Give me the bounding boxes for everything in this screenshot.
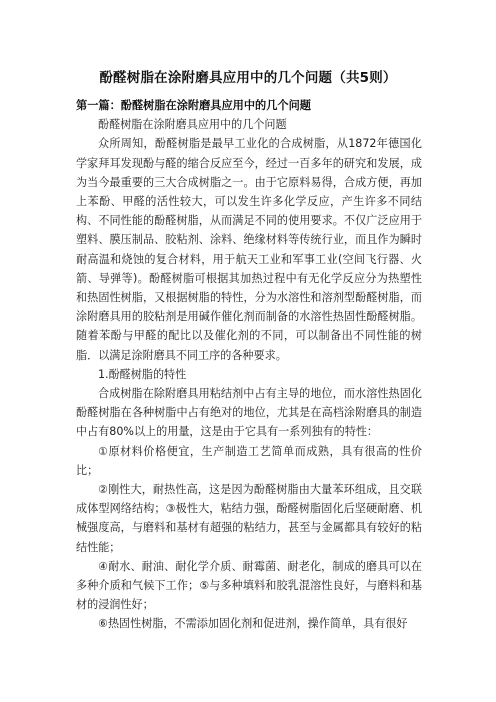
document-body <box>76 96 422 634</box>
paragraph-properties: 合成树脂在除附磨具用粘结剂中占有主导的地位，而水溶性热固化酚醛树脂在各种树脂中占有绝对的地位，尤其是在高档涂附磨具的制造中占有80%以上的用量，这是由于它具有一系列独有的特性： <box>76 387 422 439</box>
paragraph-intro: 众所周知，酚醛树脂是最早工业化的合成树脂，从1872年德国化学家拜耳发现酚与醛的缩合反应至今，经过一百多年的研究和发展，成为当今最重要的三大合成树脂之一。由于它原料易得，合成方便，再加上苯酚、甲醛的活性较大，可以发生许多化学反应，产生许多不同结构、不同性能的酚醛树脂，从而满足不同的使用要求。不仅广泛应用于塑料、膜压制品、胶粘剂、涂料、绝缘材料等传统行业，而且作为瞬时耐高温和烧蚀的复合材料，用于航天工业和军事工业(空间飞行器、火箭、导弹等)。酚醛树脂可根据其加热过程中有无化学反应分为热塑性和热固性树脂，又根据树脂的特性，分为水溶性和溶剂型酚醛树脂，而涂附磨具用的胶粘剂是用碱作催化剂而制备的水溶性热固性酚醛树脂。随着苯酚与甲醛的配比以及催化剂的不同，可以制备出不同性能的树脂．以满足涂附磨具不同工序的各种要求。 <box>76 137 422 362</box>
paragraph-item-1: ①原材料价格便宜，生产制造工艺简单而成熟，具有很高的性价比； <box>76 444 422 477</box>
paragraph-heading-properties: 1.酚醛树脂的特性 <box>98 367 187 381</box>
subtitle-line: 酚醛树脂在涂附磨具应用中的几个问题 <box>98 118 287 132</box>
document-title: 酚醛树脂在涂附磨具应用中的几个问题（共5则） <box>99 70 397 86</box>
section-heading: 第一篇：酚醛树脂在涂附磨具应用中的几个问题 <box>76 99 311 112</box>
paragraph-item-2-3: ②刚性大，耐热性高，这是因为酚醛树脂由大量苯环组成，且交联成体型网络结构；③极性大，粘结力强，酚醛树脂固化后坚硬耐磨、机械强度高，与磨料和基材有超强的粘结力，甚至与金属都具有较好的粘结性能； <box>76 483 422 554</box>
paragraph-item-4-5: ④耐水、耐油、耐化学介质、耐霉菌、耐老化，制成的磨具可以在多种介质和气候下工作；⑤与多种填料和胶乳混溶性良好，与磨料和基材的浸润性好； <box>76 559 422 612</box>
paragraph-item-6: ⑥热固性树脂，不需添加固化剂和促进剂，操作简单，具有很好 <box>98 617 408 631</box>
